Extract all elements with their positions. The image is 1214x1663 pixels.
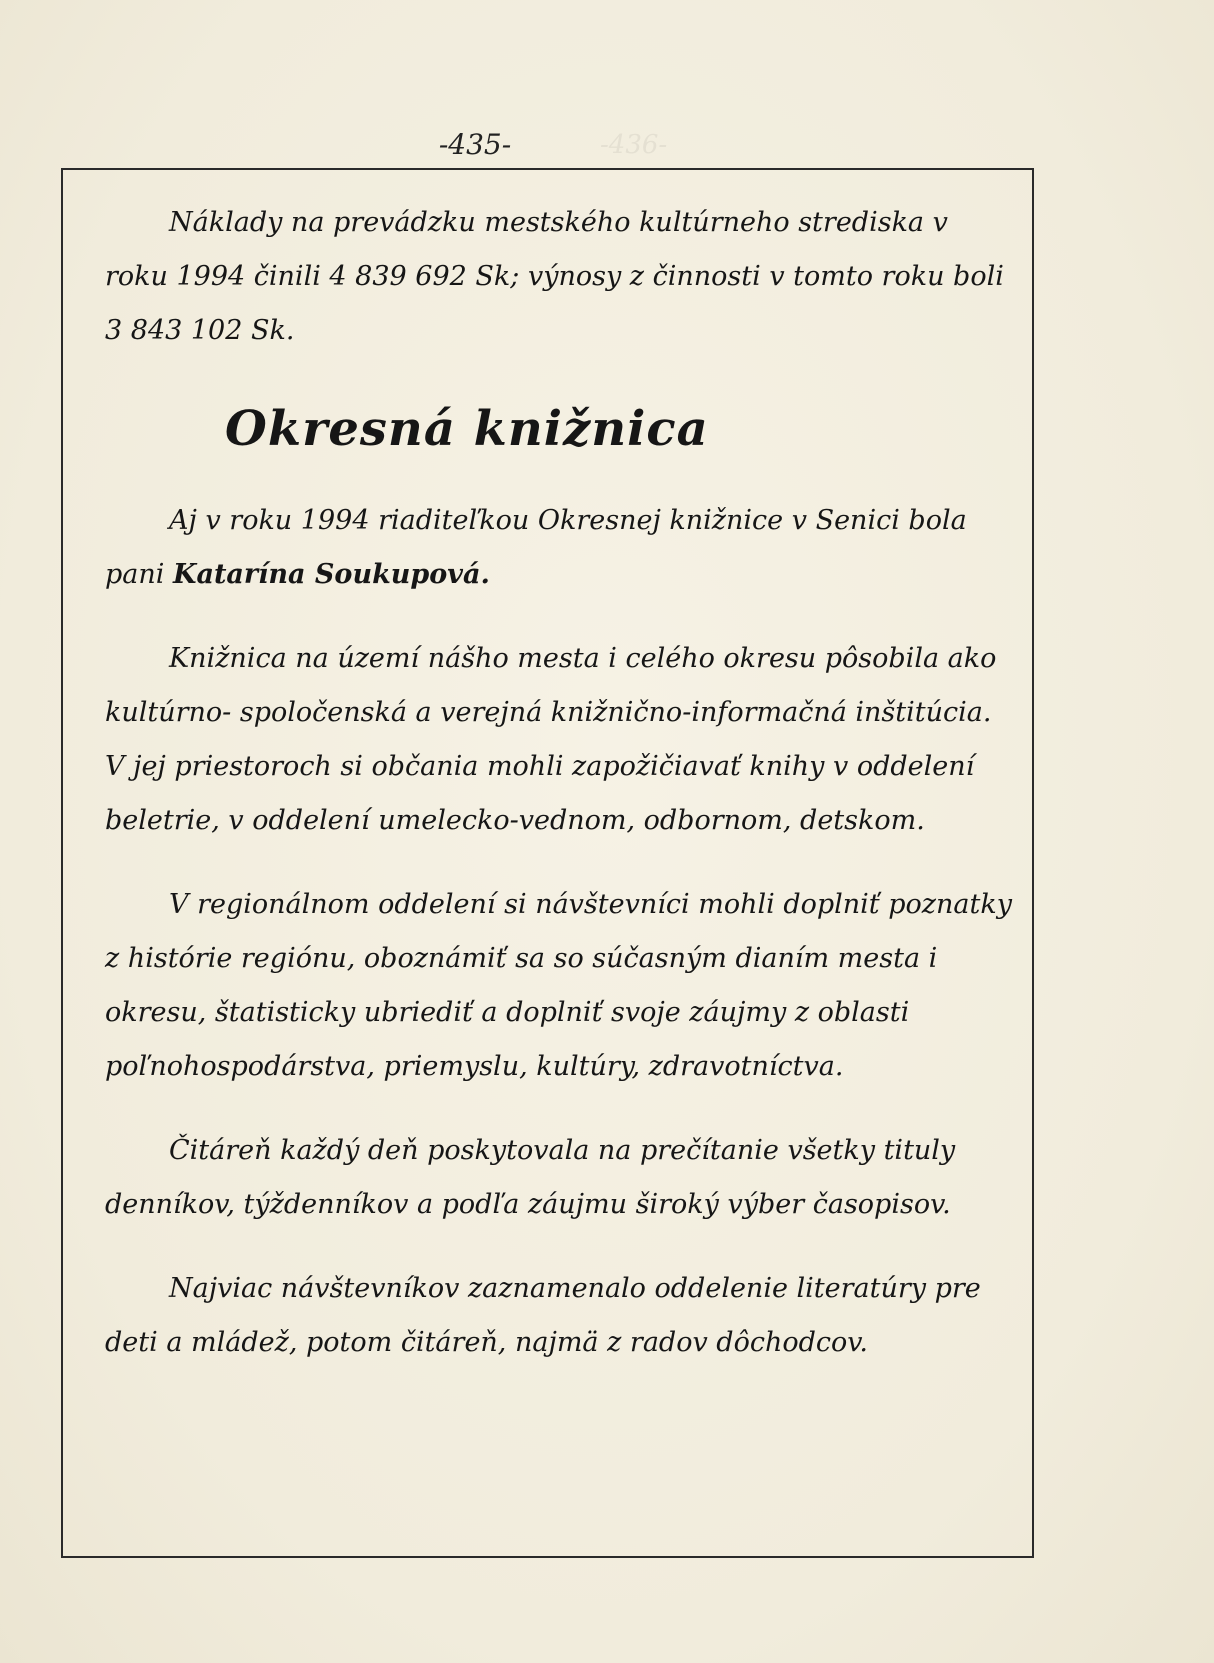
chronicle-text bbox=[105, 196, 1015, 1370]
director-name: Katarína Soukupová. bbox=[173, 559, 490, 590]
paragraph-regional-department: V regionálnom oddelení si návštevníci mohli doplniť poznatky z histórie regiónu, oboznámiť sa so súčasným dianím mesta i okresu, štatisticky ubriediť a doplniť svoje záujmy z oblasti poľnohospodárstva, priemyslu, kultúry, zdravotníctva. bbox=[105, 889, 1012, 1082]
paragraph-director bbox=[105, 494, 1015, 602]
paragraph-library-role: Knižnica na území nášho mesta i celého okresu pôsobila ako kultúrno- spoločenská a verejná knižnično-informačná inštitúcia. V jej priestoroch si občania mohli zapožičiavať knihy v oddelení beletrie, v oddelení umelecko-vednom, odbornom, detskom. bbox=[105, 643, 997, 836]
director-sentence: Aj v roku 1994 riaditeľkou Okresnej knižnice v Senici bola pani bbox=[105, 505, 967, 590]
section-heading: Okresná knižnica bbox=[225, 401, 709, 457]
page-number: -435- bbox=[438, 128, 512, 161]
paragraph-costs: Náklady na prevádzku mestského kultúrneho strediska v roku 1994 činili 4 839 692 Sk; výnosy z činnosti v tomto roku boli 3 843 102 Sk. bbox=[105, 207, 1004, 346]
paragraph-visitors: Najviac návštevníkov zaznamenalo oddelenie literatúry pre deti a mládež, potom čitáreň, najmä z radov dôchodcov. bbox=[105, 1273, 981, 1358]
bleed-through-page-number: -436- bbox=[600, 130, 668, 160]
paragraph-reading-room: Čitáreň každý deň poskytovala na prečítanie všetky tituly denníkov, týždenníkov a podľa záujmu široký výber časopisov. bbox=[105, 1135, 956, 1220]
